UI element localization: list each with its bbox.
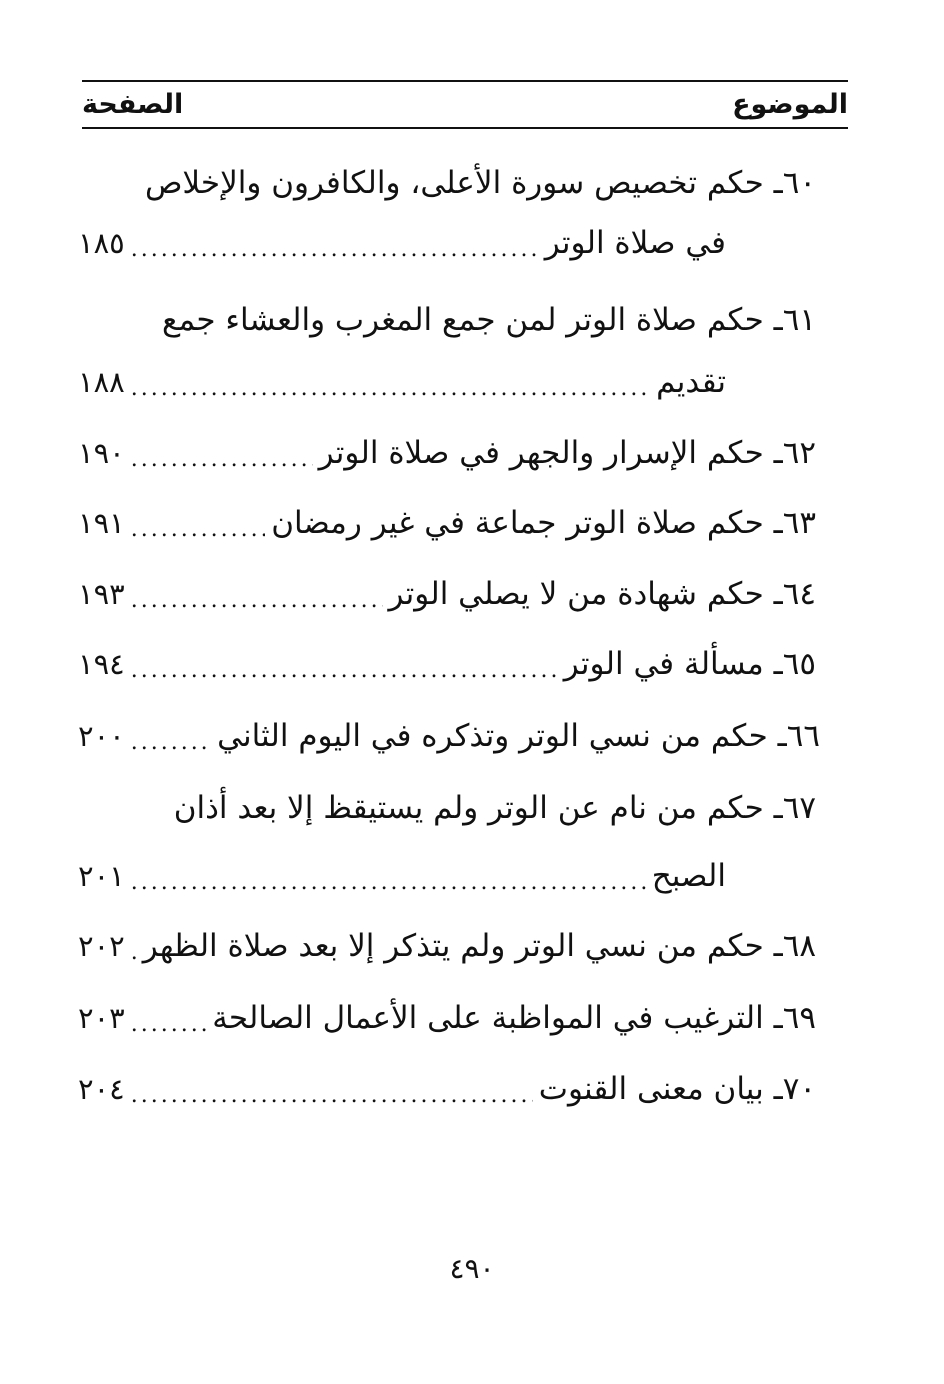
entry-title-continued: تقديم bbox=[656, 364, 726, 400]
toc-entry-62 bbox=[78, 425, 816, 481]
toc-entry-67-line1 bbox=[78, 780, 816, 836]
entry-page-number: ١٩٣ bbox=[78, 577, 125, 611]
entry-title-continued: في صلاة الوتر bbox=[544, 225, 726, 261]
entry-number: ٦٤ bbox=[782, 576, 816, 612]
entry-page-number: ١٩٠ bbox=[78, 436, 125, 470]
entry-page-number: ١٨٨ bbox=[78, 365, 125, 399]
toc-entry-70 bbox=[78, 1061, 816, 1117]
header-bottom-rule bbox=[82, 127, 848, 129]
leader-dots bbox=[131, 1012, 207, 1037]
entry-number: ٦٨ bbox=[782, 928, 816, 964]
toc-entry-66 bbox=[78, 708, 820, 764]
entry-title: ـ حكم شهادة من لا يصلي الوتر bbox=[388, 576, 783, 612]
leader-dots bbox=[131, 730, 211, 755]
entry-number: ٦٦ bbox=[786, 718, 820, 754]
entry-page-number: ٢٠٠ bbox=[78, 719, 125, 753]
entry-page-number: ١٩٤ bbox=[78, 647, 125, 681]
toc-entry-60-line2 bbox=[78, 215, 816, 271]
leader-dots bbox=[131, 658, 558, 683]
leader-dots bbox=[131, 447, 313, 472]
entry-title: ـ حكم صلاة الوتر لمن جمع المغرب والعشاء جمع bbox=[161, 302, 783, 338]
entry-page-number: ٢٠٢ bbox=[78, 929, 125, 963]
entry-page-number: ١٩١ bbox=[78, 506, 125, 540]
entry-number: ٦٣ bbox=[782, 505, 816, 541]
topic-column-label: الموضوع bbox=[732, 88, 848, 120]
entry-number: ٦١ bbox=[782, 302, 816, 338]
entry-title: ـ مسألة في الوتر bbox=[563, 646, 783, 682]
entry-number: ٦٠ bbox=[782, 165, 816, 201]
leader-dots bbox=[131, 1083, 533, 1108]
leader-dots bbox=[131, 940, 137, 965]
header-top-rule bbox=[82, 80, 848, 82]
toc-entry-63 bbox=[78, 495, 816, 551]
entry-title: ـ الترغيب في المواظبة على الأعمال الصالحة bbox=[212, 1000, 783, 1036]
leader-dots bbox=[131, 517, 265, 542]
toc-entry-69 bbox=[78, 990, 816, 1046]
entry-page-number: ٢٠٣ bbox=[78, 1001, 125, 1035]
entry-title: ـ بيان معنى القنوت bbox=[538, 1071, 783, 1107]
entry-page-number: ٢٠٤ bbox=[78, 1072, 125, 1106]
leader-dots bbox=[131, 870, 646, 895]
toc-entry-60-line1 bbox=[78, 155, 816, 211]
entry-title: ـ حكم الإسرار والجهر في صلاة الوتر bbox=[318, 435, 783, 471]
entry-title: ـ حكم تخصيص سورة الأعلى، والكافرون والإخلاص bbox=[144, 165, 783, 201]
page-column-label: الصفحة bbox=[82, 88, 184, 120]
entry-page-number: ١٨٥ bbox=[78, 226, 125, 260]
entry-number: ٦٥ bbox=[782, 646, 816, 682]
entry-number: ٧٠ bbox=[782, 1071, 816, 1107]
toc-entry-68 bbox=[78, 918, 816, 974]
entry-number: ٦٩ bbox=[782, 1000, 816, 1036]
entry-title: ـ حكم من نسي الوتر وتذكره في اليوم الثاني bbox=[217, 718, 787, 754]
entry-title: ـ حكم صلاة الوتر جماعة في غير رمضان bbox=[271, 505, 783, 541]
entry-title: ـ حكم من نسي الوتر ولم يتذكر إلا بعد صلاة الظهر bbox=[142, 928, 783, 964]
leader-dots bbox=[131, 376, 650, 401]
toc-entry-67-line2 bbox=[78, 848, 816, 904]
entry-title: ـ حكم من نام عن الوتر ولم يستيقظ إلا بعد أذان bbox=[173, 790, 783, 826]
toc-entry-65 bbox=[78, 636, 816, 692]
entry-number: ٦٧ bbox=[782, 790, 816, 826]
leader-dots bbox=[131, 588, 383, 613]
toc-header bbox=[82, 84, 848, 124]
entry-number: ٦٢ bbox=[782, 435, 816, 471]
entry-page-number: ٢٠١ bbox=[78, 859, 125, 893]
toc-entry-61-line1 bbox=[78, 292, 816, 348]
leader-dots bbox=[131, 237, 539, 262]
toc-entry-64 bbox=[78, 566, 816, 622]
entry-title-continued: الصبح bbox=[651, 858, 726, 894]
toc-entry-61-line2 bbox=[78, 354, 816, 410]
page-footer-number: ٤٩٠ bbox=[449, 1252, 495, 1285]
